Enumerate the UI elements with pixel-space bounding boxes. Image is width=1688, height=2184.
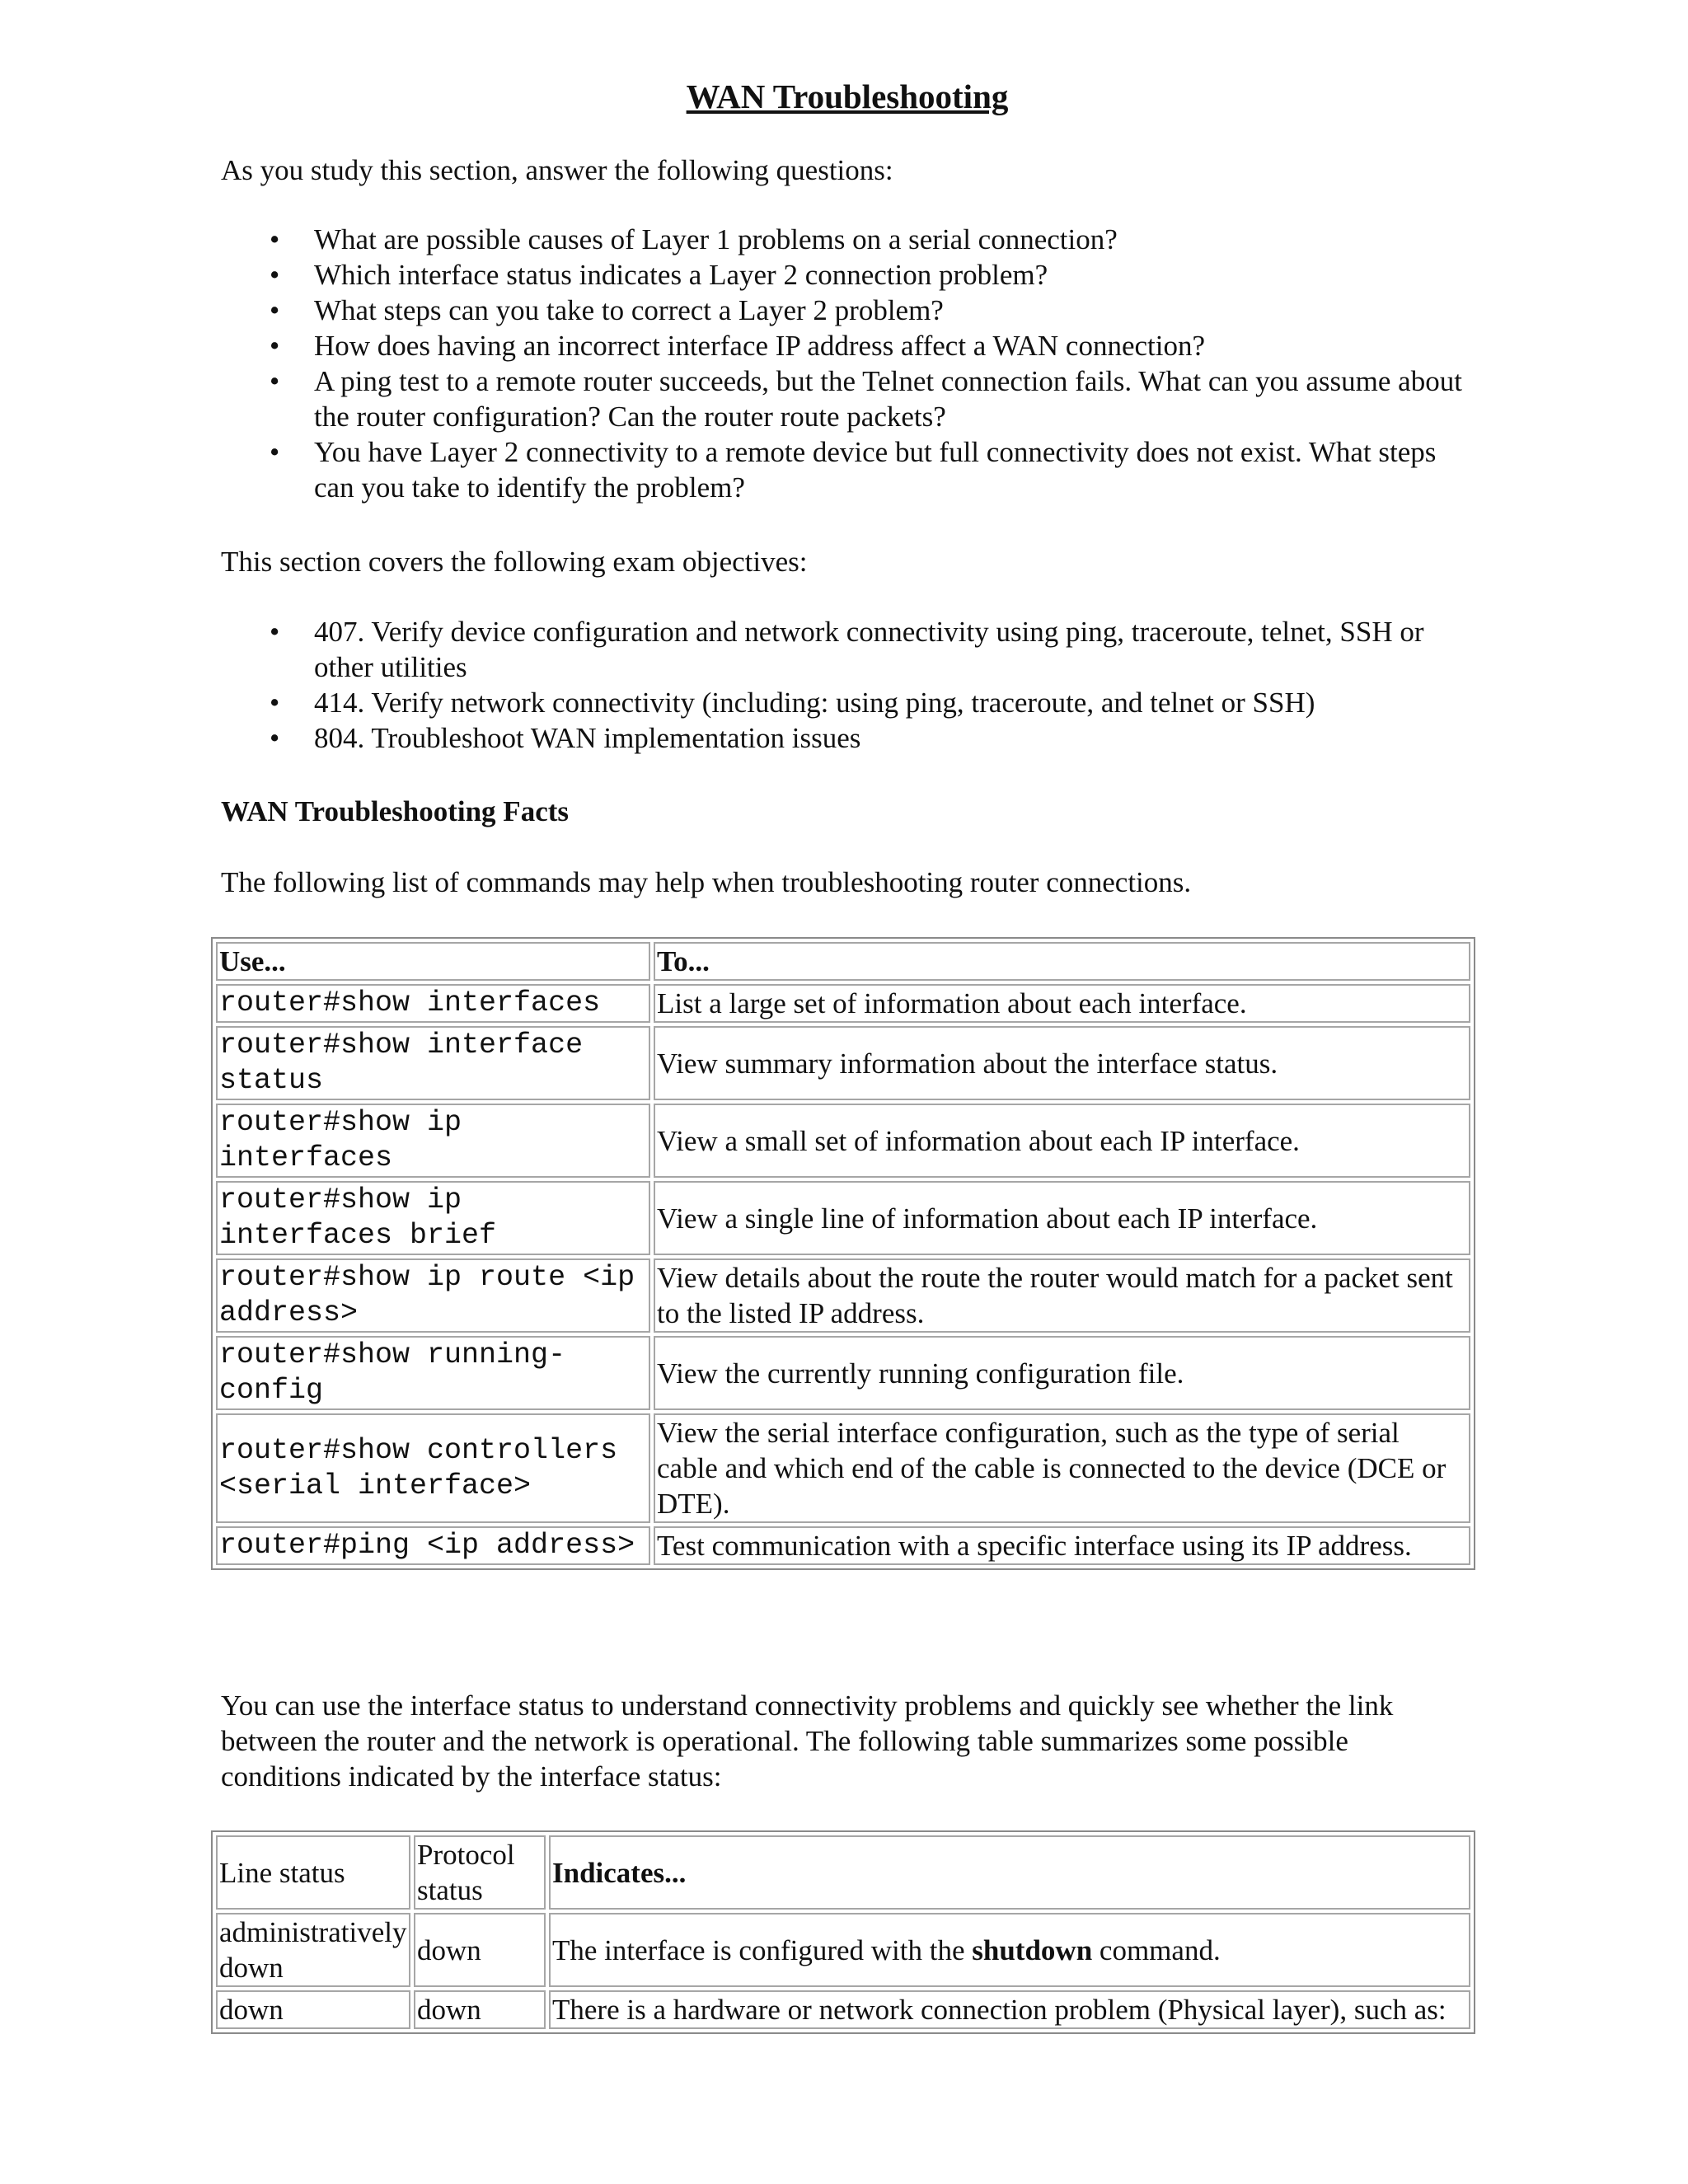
table-row xyxy=(216,1181,1470,1255)
indicates-cell: There is a hardware or network connection problem (Physical layer), such as: xyxy=(549,1990,1470,2029)
bullet-icon: • xyxy=(270,436,280,468)
protocol-status-cell: down xyxy=(414,1990,546,2029)
bullet-icon: • xyxy=(270,687,280,719)
table-header-cell: Protocol status xyxy=(414,1835,546,1910)
section-heading: WAN Troubleshooting Facts xyxy=(221,795,569,827)
table-row xyxy=(216,1258,1470,1333)
command-cell: router#show interfaces xyxy=(216,984,650,1023)
objectives-list xyxy=(221,614,1474,756)
indicates-cell: The interface is configured with the shutdown command. xyxy=(549,1913,1470,1987)
command-cell: router#show ip route <ip address> xyxy=(216,1258,650,1333)
description-cell: View the currently running configuration file. xyxy=(654,1336,1470,1410)
list-item: • You have Layer 2 connectivity to a remote device but full connectivity does not exist. What steps can you take to identify the problem? xyxy=(270,436,1437,504)
list-item: • How does having an incorrect interface IP address affect a WAN connection? xyxy=(270,330,1206,362)
bullet-icon: • xyxy=(270,259,280,291)
table-row xyxy=(216,1526,1470,1565)
table-header-row xyxy=(216,942,1470,981)
list-item: • What are possible causes of Layer 1 problems on a serial connection? xyxy=(270,223,1118,255)
command-cell: router#show interface status xyxy=(216,1026,650,1100)
description-cell: List a large set of information about each interface. xyxy=(654,984,1470,1023)
command-cell: router#show ip interfaces brief xyxy=(216,1181,650,1255)
description-cell: View summary information about the interface status. xyxy=(654,1026,1470,1100)
command-cell: router#show controllers <serial interface> xyxy=(216,1413,650,1523)
line-status-cell: down xyxy=(216,1990,410,2029)
bullet-icon: • xyxy=(270,722,280,754)
bullet-icon: • xyxy=(270,365,280,397)
table-header-cell: Use... xyxy=(216,942,650,981)
list-item: • 414. Verify network connectivity (including: using ping, traceroute, and telnet or SSH) xyxy=(270,687,1315,719)
list-item: • 804. Troubleshoot WAN implementation issues xyxy=(270,722,861,754)
list-item: • A ping test to a remote router succeeds, but the Telnet connection fails. What can you assume about the router configuration? Can the router route packets? xyxy=(270,365,1462,433)
bullet-icon: • xyxy=(270,223,280,255)
table-row xyxy=(216,1913,1470,1987)
status-table xyxy=(211,1830,1475,2034)
questions-list xyxy=(221,222,1474,505)
description-cell: View a single line of information about each IP interface. xyxy=(654,1181,1470,1255)
status-intro: You can use the interface status to understand connectivity problems and quickly see whether the link between the router and the network is operational. The following table summarizes some possible conditions indicated by the interface status: xyxy=(221,1690,1394,1793)
table-row xyxy=(216,1990,1470,2029)
description-cell: View details about the route the router would match for a packet sent to the listed IP address. xyxy=(654,1258,1470,1333)
description-cell: Test communication with a specific interface using its IP address. xyxy=(654,1526,1470,1565)
table-row xyxy=(216,1413,1470,1523)
list-item: • Which interface status indicates a Layer 2 connection problem? xyxy=(270,259,1048,291)
description-cell: View a small set of information about each IP interface. xyxy=(654,1104,1470,1178)
protocol-status-cell: down xyxy=(414,1913,546,1987)
intro-paragraph: As you study this section, answer the following questions: xyxy=(221,154,893,186)
table-header-cell: Line status xyxy=(216,1835,410,1910)
table-header-cell: To... xyxy=(654,942,1470,981)
table-row xyxy=(216,1104,1470,1178)
bullet-icon: • xyxy=(270,330,280,362)
command-cell: router#ping <ip address> xyxy=(216,1526,650,1565)
table-header-cell: Indicates... xyxy=(549,1835,1470,1910)
command-keyword: shutdown xyxy=(972,1933,1093,1966)
table-header-row xyxy=(216,1835,1470,1910)
page-title: WAN Troubleshooting xyxy=(686,77,1009,115)
objectives-intro: This section covers the following exam objectives: xyxy=(221,546,808,578)
list-item: • What steps can you take to correct a Layer 2 problem? xyxy=(270,294,944,326)
line-status-cell: administratively down xyxy=(216,1913,410,1987)
description-cell: View the serial interface configuration, such as the type of serial cable and which end of the cable is connected to the device (DCE or DTE). xyxy=(654,1413,1470,1523)
table-row xyxy=(216,1026,1470,1100)
list-item: • 407. Verify device configuration and network connectivity using ping, traceroute, telnet, SSH or other utilities xyxy=(270,616,1424,683)
commands-table xyxy=(211,937,1475,1570)
commands-intro: The following list of commands may help when troubleshooting router connections. xyxy=(221,866,1192,898)
command-cell: router#show ip interfaces xyxy=(216,1104,650,1178)
command-cell: router#show running-config xyxy=(216,1336,650,1410)
table-row xyxy=(216,984,1470,1023)
table-row xyxy=(216,1336,1470,1410)
bullet-icon: • xyxy=(270,294,280,326)
bullet-icon: • xyxy=(270,616,280,648)
